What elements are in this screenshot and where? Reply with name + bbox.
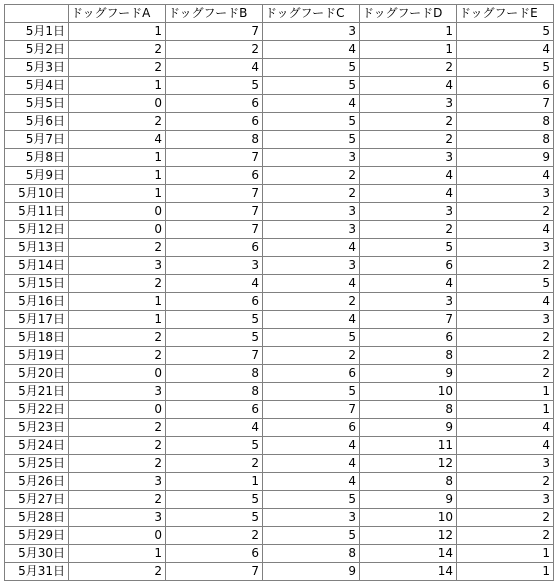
value-cell[interactable]: 6 — [360, 329, 457, 347]
date-cell[interactable]: 5月29日 — [5, 527, 69, 545]
value-cell[interactable]: 8 — [166, 365, 263, 383]
table-row — [5, 59, 554, 77]
value-cell[interactable]: 4 — [263, 455, 360, 473]
column-header-cell[interactable]: ドッグフードC — [263, 5, 360, 23]
value-cell[interactable]: 2 — [263, 293, 360, 311]
table-row — [5, 113, 554, 131]
table-row — [5, 527, 554, 545]
table-row — [5, 293, 554, 311]
value-cell[interactable]: 2 — [457, 527, 554, 545]
value-cell[interactable]: 2 — [69, 347, 166, 365]
value-cell[interactable]: 1 — [69, 23, 166, 41]
value-cell[interactable]: 0 — [69, 365, 166, 383]
value-cell[interactable]: 3 — [360, 149, 457, 167]
table-row — [5, 509, 554, 527]
value-cell[interactable]: 2 — [69, 491, 166, 509]
value-cell[interactable]: 1 — [69, 149, 166, 167]
value-cell[interactable]: 3 — [360, 95, 457, 113]
table-row — [5, 347, 554, 365]
value-cell[interactable]: 6 — [360, 257, 457, 275]
value-cell[interactable]: 4 — [263, 239, 360, 257]
value-cell[interactable]: 5 — [166, 77, 263, 95]
value-cell[interactable]: 4 — [69, 131, 166, 149]
value-cell[interactable]: 0 — [69, 221, 166, 239]
table-row — [5, 365, 554, 383]
value-cell[interactable]: 6 — [166, 293, 263, 311]
value-cell[interactable]: 1 — [457, 545, 554, 563]
value-cell[interactable]: 3 — [360, 203, 457, 221]
value-cell[interactable]: 2 — [457, 257, 554, 275]
table-row — [5, 437, 554, 455]
value-cell[interactable]: 3 — [457, 185, 554, 203]
value-cell[interactable]: 2 — [69, 419, 166, 437]
value-cell[interactable]: 5 — [263, 131, 360, 149]
table-row — [5, 167, 554, 185]
value-cell[interactable]: 3 — [457, 455, 554, 473]
value-cell[interactable]: 7 — [166, 347, 263, 365]
value-cell[interactable]: 8 — [457, 131, 554, 149]
column-header-cell[interactable]: ドッグフードE — [457, 5, 554, 23]
value-cell[interactable]: 5 — [263, 491, 360, 509]
value-cell[interactable]: 4 — [457, 221, 554, 239]
value-cell[interactable]: 12 — [360, 455, 457, 473]
table-row — [5, 203, 554, 221]
date-cell[interactable]: 5月3日 — [5, 59, 69, 77]
date-cell[interactable]: 5月14日 — [5, 257, 69, 275]
table-row — [5, 95, 554, 113]
value-cell[interactable]: 4 — [166, 419, 263, 437]
value-cell[interactable]: 3 — [69, 257, 166, 275]
value-cell[interactable]: 9 — [263, 563, 360, 581]
value-cell[interactable]: 2 — [457, 473, 554, 491]
value-cell[interactable]: 1 — [69, 311, 166, 329]
value-cell[interactable]: 5 — [166, 329, 263, 347]
date-cell[interactable]: 5月16日 — [5, 293, 69, 311]
value-cell[interactable]: 3 — [457, 239, 554, 257]
value-cell[interactable]: 3 — [69, 473, 166, 491]
value-cell[interactable]: 7 — [263, 401, 360, 419]
value-cell[interactable]: 7 — [166, 185, 263, 203]
value-cell[interactable]: 5 — [457, 275, 554, 293]
value-cell[interactable]: 7 — [166, 23, 263, 41]
value-cell[interactable]: 2 — [69, 239, 166, 257]
table-row — [5, 185, 554, 203]
value-cell[interactable]: 8 — [166, 131, 263, 149]
value-cell[interactable]: 2 — [457, 365, 554, 383]
value-cell[interactable]: 3 — [360, 293, 457, 311]
value-cell[interactable]: 7 — [166, 203, 263, 221]
value-cell[interactable]: 3 — [263, 221, 360, 239]
value-cell[interactable]: 7 — [166, 149, 263, 167]
date-cell[interactable]: 5月12日 — [5, 221, 69, 239]
value-cell[interactable]: 4 — [166, 59, 263, 77]
value-cell[interactable]: 1 — [166, 473, 263, 491]
table-row — [5, 545, 554, 563]
date-cell[interactable]: 5月17日 — [5, 311, 69, 329]
value-cell[interactable]: 5 — [263, 383, 360, 401]
value-cell[interactable]: 7 — [166, 563, 263, 581]
date-cell[interactable]: 5月28日 — [5, 509, 69, 527]
value-cell[interactable]: 1 — [69, 293, 166, 311]
value-cell[interactable]: 2 — [457, 329, 554, 347]
value-cell[interactable]: 5 — [263, 59, 360, 77]
value-cell[interactable]: 3 — [263, 257, 360, 275]
value-cell[interactable]: 6 — [166, 95, 263, 113]
table-row — [5, 311, 554, 329]
table-row — [5, 383, 554, 401]
date-cell[interactable]: 5月8日 — [5, 149, 69, 167]
value-cell[interactable]: 1 — [360, 23, 457, 41]
value-cell[interactable]: 4 — [360, 275, 457, 293]
table-row — [5, 257, 554, 275]
value-cell[interactable]: 9 — [360, 491, 457, 509]
value-cell[interactable]: 8 — [360, 473, 457, 491]
date-cell[interactable]: 5月1日 — [5, 23, 69, 41]
value-cell[interactable]: 11 — [360, 437, 457, 455]
value-cell[interactable]: 12 — [360, 527, 457, 545]
value-cell[interactable]: 1 — [69, 185, 166, 203]
date-cell[interactable]: 5月6日 — [5, 113, 69, 131]
table-body — [5, 23, 554, 581]
value-cell[interactable]: 3 — [263, 149, 360, 167]
value-cell[interactable]: 0 — [69, 527, 166, 545]
value-cell[interactable]: 4 — [360, 167, 457, 185]
value-cell[interactable]: 5 — [263, 527, 360, 545]
table-row — [5, 41, 554, 59]
date-cell[interactable]: 5月19日 — [5, 347, 69, 365]
value-cell[interactable]: 1 — [69, 545, 166, 563]
date-cell[interactable]: 5月5日 — [5, 95, 69, 113]
value-cell[interactable]: 2 — [360, 221, 457, 239]
value-cell[interactable]: 8 — [457, 113, 554, 131]
value-cell[interactable]: 8 — [166, 383, 263, 401]
value-cell[interactable]: 1 — [457, 383, 554, 401]
value-cell[interactable]: 4 — [263, 473, 360, 491]
value-cell[interactable]: 5 — [166, 311, 263, 329]
value-cell[interactable]: 5 — [166, 437, 263, 455]
value-cell[interactable]: 2 — [166, 527, 263, 545]
column-header-cell[interactable]: ドッグフードD — [360, 5, 457, 23]
value-cell[interactable]: 1 — [457, 401, 554, 419]
value-cell[interactable]: 3 — [69, 509, 166, 527]
table-row — [5, 491, 554, 509]
value-cell[interactable]: 3 — [263, 203, 360, 221]
date-cell[interactable]: 5月9日 — [5, 167, 69, 185]
date-cell[interactable]: 5月11日 — [5, 203, 69, 221]
value-cell[interactable]: 2 — [457, 203, 554, 221]
value-cell[interactable]: 5 — [263, 329, 360, 347]
value-cell[interactable]: 8 — [360, 401, 457, 419]
value-cell[interactable]: 5 — [166, 509, 263, 527]
value-cell[interactable]: 1 — [69, 167, 166, 185]
corner-header-cell[interactable] — [5, 5, 69, 23]
value-cell[interactable]: 2 — [69, 563, 166, 581]
value-cell[interactable]: 1 — [360, 41, 457, 59]
value-cell[interactable]: 4 — [263, 41, 360, 59]
value-cell[interactable]: 2 — [166, 455, 263, 473]
date-cell[interactable]: 5月22日 — [5, 401, 69, 419]
date-cell[interactable]: 5月25日 — [5, 455, 69, 473]
value-cell[interactable]: 9 — [360, 419, 457, 437]
value-cell[interactable]: 5 — [360, 239, 457, 257]
table-row — [5, 77, 554, 95]
table-row — [5, 329, 554, 347]
date-cell[interactable]: 5月24日 — [5, 437, 69, 455]
table-row — [5, 221, 554, 239]
table-row — [5, 473, 554, 491]
value-cell[interactable]: 6 — [457, 77, 554, 95]
value-cell[interactable]: 2 — [69, 437, 166, 455]
value-cell[interactable]: 4 — [263, 275, 360, 293]
table-row — [5, 275, 554, 293]
value-cell[interactable]: 2 — [360, 113, 457, 131]
date-cell[interactable]: 5月15日 — [5, 275, 69, 293]
value-cell[interactable]: 4 — [457, 293, 554, 311]
value-cell[interactable]: 5 — [457, 59, 554, 77]
spreadsheet-table — [4, 4, 554, 581]
value-cell[interactable]: 4 — [263, 95, 360, 113]
value-cell[interactable]: 2 — [263, 347, 360, 365]
value-cell[interactable]: 2 — [263, 167, 360, 185]
date-cell[interactable]: 5月4日 — [5, 77, 69, 95]
value-cell[interactable]: 14 — [360, 545, 457, 563]
table-row — [5, 401, 554, 419]
table-row — [5, 563, 554, 581]
value-cell[interactable]: 6 — [166, 239, 263, 257]
value-cell[interactable]: 2 — [360, 131, 457, 149]
column-header-cell[interactable]: ドッグフードA — [69, 5, 166, 23]
value-cell[interactable]: 2 — [457, 509, 554, 527]
value-cell[interactable]: 8 — [360, 347, 457, 365]
value-cell[interactable]: 2 — [457, 347, 554, 365]
value-cell[interactable]: 0 — [69, 401, 166, 419]
value-cell[interactable]: 0 — [69, 203, 166, 221]
value-cell[interactable]: 5 — [263, 77, 360, 95]
value-cell[interactable]: 6 — [263, 419, 360, 437]
value-cell[interactable]: 1 — [457, 563, 554, 581]
value-cell[interactable]: 2 — [69, 455, 166, 473]
value-cell[interactable]: 4 — [263, 311, 360, 329]
date-cell[interactable]: 5月7日 — [5, 131, 69, 149]
value-cell[interactable]: 4 — [360, 185, 457, 203]
date-cell[interactable]: 5月23日 — [5, 419, 69, 437]
value-cell[interactable]: 5 — [457, 23, 554, 41]
value-cell[interactable]: 2 — [69, 275, 166, 293]
value-cell[interactable]: 4 — [263, 437, 360, 455]
value-cell[interactable]: 10 — [360, 383, 457, 401]
value-cell[interactable]: 7 — [457, 95, 554, 113]
date-cell[interactable]: 5月10日 — [5, 185, 69, 203]
value-cell[interactable]: 6 — [166, 113, 263, 131]
value-cell[interactable]: 2 — [360, 59, 457, 77]
value-cell[interactable]: 7 — [360, 311, 457, 329]
column-header-cell[interactable]: ドッグフードB — [166, 5, 263, 23]
table-row — [5, 455, 554, 473]
value-cell[interactable]: 2 — [166, 41, 263, 59]
value-cell[interactable]: 3 — [263, 23, 360, 41]
date-cell[interactable]: 5月27日 — [5, 491, 69, 509]
value-cell[interactable]: 2 — [69, 41, 166, 59]
date-cell[interactable]: 5月26日 — [5, 473, 69, 491]
value-cell[interactable]: 5 — [263, 113, 360, 131]
value-cell[interactable]: 6 — [166, 401, 263, 419]
value-cell[interactable]: 9 — [360, 365, 457, 383]
table-row — [5, 131, 554, 149]
date-cell[interactable]: 5月13日 — [5, 239, 69, 257]
value-cell[interactable]: 2 — [263, 185, 360, 203]
value-cell[interactable]: 4 — [457, 167, 554, 185]
value-cell[interactable]: 6 — [166, 545, 263, 563]
value-cell[interactable]: 0 — [69, 95, 166, 113]
value-cell[interactable]: 7 — [166, 221, 263, 239]
value-cell[interactable]: 3 — [69, 383, 166, 401]
table-row — [5, 239, 554, 257]
value-cell[interactable]: 4 — [457, 41, 554, 59]
table-row — [5, 419, 554, 437]
value-cell[interactable]: 6 — [263, 365, 360, 383]
header-row — [5, 5, 554, 23]
table-row — [5, 23, 554, 41]
value-cell[interactable]: 3 — [166, 257, 263, 275]
date-cell[interactable]: 5月2日 — [5, 41, 69, 59]
value-cell[interactable]: 4 — [457, 437, 554, 455]
date-cell[interactable]: 5月20日 — [5, 365, 69, 383]
date-cell[interactable]: 5月31日 — [5, 563, 69, 581]
value-cell[interactable]: 4 — [457, 419, 554, 437]
table-row — [5, 149, 554, 167]
value-cell[interactable]: 5 — [166, 491, 263, 509]
value-cell[interactable]: 14 — [360, 563, 457, 581]
value-cell[interactable]: 2 — [69, 329, 166, 347]
value-cell[interactable]: 3 — [457, 311, 554, 329]
value-cell[interactable]: 1 — [69, 77, 166, 95]
value-cell[interactable]: 3 — [263, 509, 360, 527]
value-cell[interactable]: 2 — [69, 113, 166, 131]
value-cell[interactable]: 8 — [263, 545, 360, 563]
value-cell[interactable]: 4 — [360, 77, 457, 95]
date-cell[interactable]: 5月30日 — [5, 545, 69, 563]
value-cell[interactable]: 10 — [360, 509, 457, 527]
value-cell[interactable]: 2 — [69, 59, 166, 77]
date-cell[interactable]: 5月21日 — [5, 383, 69, 401]
value-cell[interactable]: 3 — [457, 491, 554, 509]
date-cell[interactable]: 5月18日 — [5, 329, 69, 347]
value-cell[interactable]: 9 — [457, 149, 554, 167]
value-cell[interactable]: 6 — [166, 167, 263, 185]
value-cell[interactable]: 4 — [166, 275, 263, 293]
